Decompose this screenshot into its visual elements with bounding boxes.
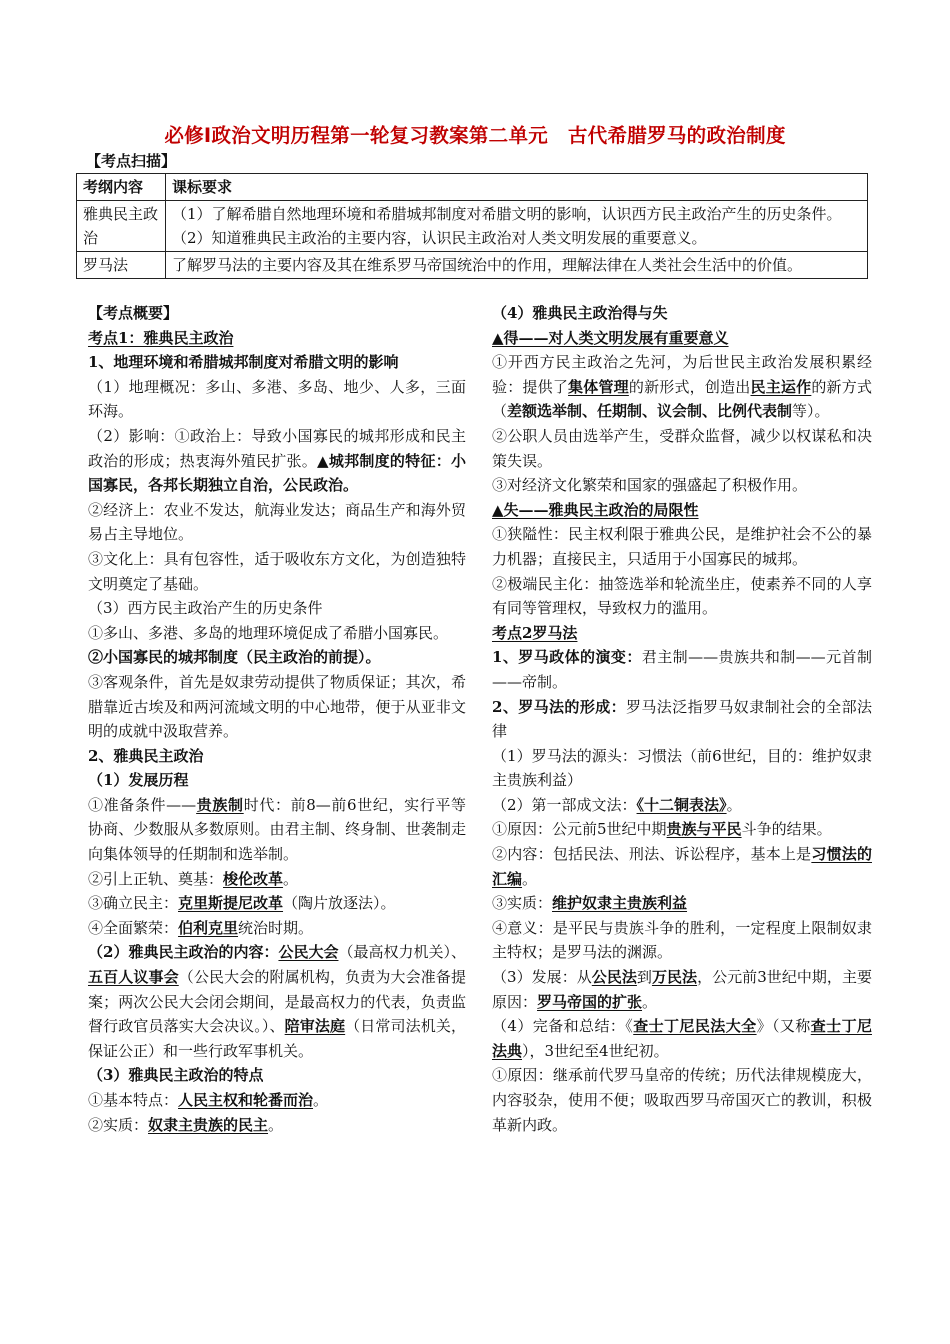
table-header-topic: 考纲内容 — [77, 174, 166, 201]
key-term: 公民大会 — [278, 943, 339, 962]
text-span: 》（又称 — [756, 1017, 811, 1036]
paragraph: ①狭隘性：民主权利限于雅典公民，是维护社会不公的暴力机器；直接民主，只适用于小国寡民的城邦。 — [492, 525, 872, 568]
key-term: 查士丁尼法典 — [492, 1017, 872, 1060]
paragraph: （3）西方民主政治产生的历史条件 — [88, 599, 323, 618]
text-span: 君主制——贵族共和制——元首制——帝制。 — [492, 648, 872, 691]
key-term: 《十二铜表法》 — [636, 795, 727, 814]
text-span: 时代：前8—前6世纪，实行平等协商、少数服从多数原则。由君主制、终身制、世袭制走向集体领导的任期制和选举制。 — [88, 795, 466, 864]
bold-span: 1、罗马政体的演变： — [492, 648, 642, 667]
text-span: （4）完备和总结：《 — [492, 1017, 634, 1036]
key-term: 人民主权和轮番而治 — [178, 1091, 314, 1109]
paragraph — [88, 424, 466, 498]
text-span: 罗马法泛指罗马奴隶制社会的全部法律 — [492, 697, 872, 741]
text-span: 的新形式，创造出 — [628, 377, 751, 396]
paragraph: ③文化上：具有包容性，适于吸收东方文化，为创造独特文明奠定了基础。 — [88, 549, 466, 593]
paragraph: （1）罗马法的源头：习惯法（前6世纪，目的：维护奴隶主贵族利益） — [492, 746, 872, 790]
document-title: 必修Ⅰ政治文明历程第一轮复习教案第二单元 古代希腊罗马的政治制度 — [164, 124, 786, 147]
key-term: 贵族与平民 — [666, 820, 742, 839]
key-term: 陪审法庭 — [284, 1017, 346, 1036]
subsection-heading: （3）雅典民主政治的特点 — [88, 1066, 264, 1085]
paragraph — [88, 1113, 466, 1138]
text-span: ①原因：公元前5世纪中期 — [492, 820, 667, 839]
key-term: 民主运作 — [750, 377, 812, 396]
table-cell-requirement: （1）了解希腊自然地理环境和希腊城邦制度对希腊文明的影响，认识西方民主政治产生的历史条件。（2）知道雅典民主政治的主要内容，认识民主政治对人类文明发展的重要意义。 — [166, 201, 868, 252]
paragraph — [492, 793, 872, 818]
text-span: 。 — [642, 992, 658, 1011]
paragraph: （1）地理概况：多山、多港、多岛、地少、人多，三面环海。 — [88, 377, 466, 421]
table-cell-topic: 雅典民主政治 — [77, 201, 166, 252]
text-span: ④全面繁荣： — [88, 918, 179, 937]
bold-span: 差额选举制、任期制、议会制、比例代表制 — [507, 402, 793, 421]
table-header-requirement: 课标要求 — [166, 174, 868, 201]
text-span: ①开西方民主政治之先河，为后世民主政治发展积累经验：提供了 — [492, 353, 872, 396]
text-span: ③实质： — [492, 894, 553, 913]
text-span: ②实质： — [88, 1115, 149, 1134]
table-header-row — [77, 174, 868, 201]
key-term: 公民法 — [591, 968, 637, 987]
key-term: 奴隶主贵族的民主 — [148, 1115, 269, 1134]
key-term: 克里斯提尼改革 — [178, 894, 284, 913]
paragraph — [88, 891, 466, 916]
merit-heading: ▲得——对人类文明发展有重要意义 — [492, 328, 729, 347]
paragraph — [492, 350, 872, 424]
key-term: 伯利克里 — [178, 918, 239, 937]
bold-span: （2）雅典民主政治的内容： — [88, 943, 279, 962]
table-row — [77, 201, 868, 252]
paragraph — [492, 645, 872, 694]
text-span: 。 — [726, 795, 742, 814]
text-span: ①基本特点： — [88, 1091, 179, 1109]
text-span: （2）影响：①政治上：导致小国寡民的城邦形成和民主政治的形成；热衷海外殖民扩张。 — [88, 426, 466, 470]
key-term: 贵族制 — [196, 795, 244, 814]
paragraph — [492, 965, 872, 1014]
paragraph: ②经济上：农业不发达，航海业发达；商品生产和海外贸易占主导地位。 — [88, 500, 466, 544]
subsection-heading: （4）雅典民主政治得与失 — [492, 304, 668, 322]
paragraph: ②小国寡民的城邦制度（民主政治的前提）。 — [88, 648, 381, 667]
key-term: 维护奴隶主贵族利益 — [552, 894, 688, 913]
paragraph: ①多山、多港、多岛的地理环境促成了希腊小国寡民。 — [88, 623, 449, 642]
key-term: 梭伦改革 — [223, 869, 284, 888]
text-span: ①准备条件—— — [88, 795, 197, 814]
curriculum-table — [76, 173, 868, 279]
section-heading: 2、雅典民主政治 — [88, 746, 204, 765]
paragraph — [88, 1088, 466, 1113]
paragraph — [492, 817, 872, 842]
text-span: （公民大会的附属机构，负责为大会准备提案；两次公民大会闭会期间，是最高权力的代表，负责监督行政官员落实大会决议。）、 — [88, 968, 466, 1036]
text-span: ），3世纪至4世纪初。 — [522, 1041, 669, 1060]
text-span: 统治时期。 — [238, 918, 314, 937]
paragraph: ④意义：是平民与贵族斗争的胜利，一定程度上限制奴隶主特权；是罗马法的渊源。 — [492, 918, 872, 962]
key-term: 万民法 — [651, 968, 698, 987]
paragraph: ①原因：继承前代罗马皇帝的传统；历代法律规模庞大，内容驳杂，使用不便；吸取西罗马帝国灭亡的教训，积极革新内政。 — [492, 1066, 872, 1134]
right-column — [492, 301, 872, 1137]
text-span: （2）第一部成文法： — [492, 795, 637, 814]
paragraph — [492, 1014, 872, 1063]
overview-label: 【考点概要】 — [88, 304, 179, 322]
topic1-heading: 考点1：雅典民主政治 — [88, 328, 234, 347]
table-cell-requirement: 了解罗马法的主要内容及其在维系罗马帝国统治中的作用，理解法律在人类社会生活中的价值。 — [166, 252, 868, 279]
paragraph: ②极端民主化：抽签选举和轮流坐庄，使素养不同的人享有同等管理权，导致权力的滥用。 — [492, 574, 872, 618]
paragraph: ③对经济文化繁荣和国家的强盛起了积极作用。 — [492, 476, 808, 495]
topic2-heading: 考点2罗马法 — [492, 623, 578, 642]
text-span: ②内容：包括民法、刑法、诉讼程序，基本上是 — [492, 845, 812, 864]
text-span: 。 — [268, 1115, 284, 1134]
limitation-heading: ▲失——雅典民主政治的局限性 — [492, 500, 699, 519]
text-span: 斗争的结果。 — [741, 820, 832, 839]
paragraph — [492, 891, 872, 916]
left-column — [88, 301, 466, 1137]
text-span: ②引上正轨、奠基： — [88, 869, 224, 888]
paragraph: ③客观条件，首先是奴隶劳动提供了物质保证；其次，希腊靠近古埃及和两河流域文明的中心地带，便于从亚非文明的成就中汲取营养。 — [88, 672, 466, 741]
text-span: 。 — [313, 1091, 329, 1109]
text-span: 。 — [283, 869, 299, 888]
key-term: 罗马帝国的扩张 — [537, 992, 643, 1011]
bold-span: ▲城邦制度的特征：小国寡民，各邦长期独立自治，公民政治。 — [88, 451, 466, 495]
key-term: 五百人议事会 — [88, 968, 179, 987]
text-span: 到 — [636, 968, 652, 987]
text-span: ③确立民主： — [88, 894, 179, 913]
text-span: （3）发展：从 — [492, 968, 592, 987]
table-cell-topic: 罗马法 — [77, 252, 166, 279]
paragraph — [492, 695, 872, 744]
paragraph — [88, 867, 466, 892]
paragraph: ②公职人员由选举产生，受群众监督，减少以权谋私和决策失误。 — [492, 426, 872, 470]
bold-span: 2、罗马法的形成： — [492, 697, 627, 716]
text-span: （陶片放逐法）。 — [283, 894, 396, 913]
scan-section-label: 【考点扫描】 — [86, 152, 177, 170]
text-span: 的新方式（ — [492, 377, 872, 421]
table-row — [77, 252, 868, 279]
text-span: （日常司法机关，保证公正）和一些行政军事机关。 — [88, 1017, 466, 1060]
paragraph — [88, 916, 466, 941]
paragraph — [492, 842, 872, 891]
section-heading: 1、地理环境和希腊城邦制度对希腊文明的影响 — [88, 353, 399, 372]
key-term: 集体管理 — [568, 377, 629, 396]
paragraph — [88, 793, 466, 867]
key-term: 查士丁尼民法大全 — [633, 1017, 757, 1036]
text-span: 。 — [522, 869, 538, 888]
text-span: （最高权力机关）、 — [338, 943, 466, 962]
subsection-heading: （1）发展历程 — [88, 771, 189, 790]
key-term: 习惯法的汇编 — [492, 845, 872, 888]
paragraph — [88, 940, 466, 1063]
text-span: ，公元前3世纪中期，主要原因： — [492, 968, 872, 1011]
text-span: 等）。 — [792, 402, 830, 421]
